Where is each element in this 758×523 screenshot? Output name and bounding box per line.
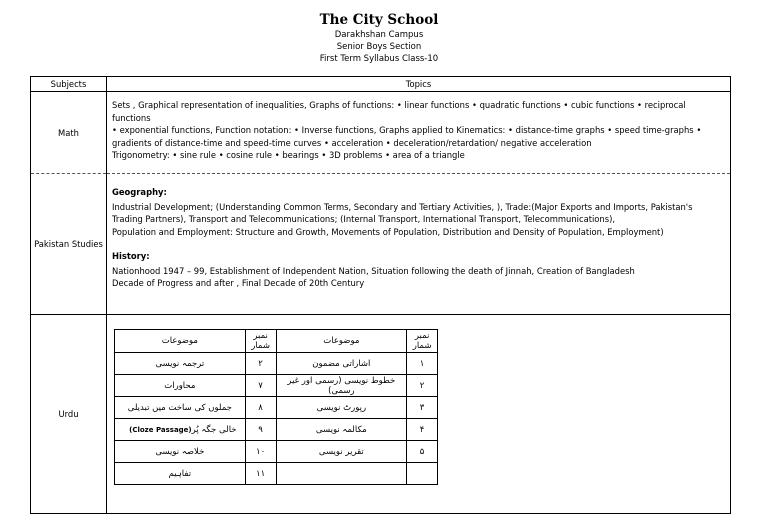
urdu-number: ۹ (245, 419, 276, 441)
urdu-row (115, 353, 438, 375)
urdu-topic: تفاہیم (115, 463, 246, 485)
urdu-header-topic-1: موضوعات (276, 330, 407, 353)
subject-pakistan-studies: Pakistan Studies (31, 174, 107, 315)
table-header-row (31, 77, 731, 92)
history-heading: History: (112, 251, 150, 261)
urdu-number: ۱ (407, 353, 438, 375)
urdu-topic: اشاراتی مضمون (276, 353, 407, 375)
syllabus-title: First Term Syllabus Class-10 (319, 54, 439, 64)
urdu-number (407, 463, 438, 485)
urdu-topic: تقریر نویسی (276, 441, 407, 463)
urdu-number: ۲ (407, 375, 438, 397)
urdu-number: ۱۱ (245, 463, 276, 485)
topics-math (107, 92, 731, 174)
urdu-row (115, 463, 438, 485)
urdu-row (115, 419, 438, 441)
urdu-number: ۱۰ (245, 441, 276, 463)
syllabus-table (30, 76, 731, 514)
campus-name: Darakhshan Campus (334, 30, 424, 40)
urdu-topic: ترجمہ نویسی (115, 353, 246, 375)
urdu-topic: رپورٹ نویسی (276, 397, 407, 419)
urdu-header-number-2: نمبر شمار (245, 330, 276, 353)
urdu-number: ۷ (245, 375, 276, 397)
topics-pakistan-studies (107, 174, 731, 315)
table-row-pakistan-studies (31, 174, 731, 315)
geography-heading: Geography: (112, 187, 167, 197)
math-topics-line-2: • exponential functions, Function notation: • Inverse functions, Graphs applied to Kinematics: • distance-time graphs • speed time-graphs • gradients of distance-time and speed-time curves • acceleration • deceleration/retardation/ negative acceleration (112, 125, 702, 148)
urdu-header-number-1: نمبر شمار (407, 330, 438, 353)
urdu-number: ۴ (407, 419, 438, 441)
topics-column-header: Topics (107, 77, 731, 92)
urdu-topics-table (114, 329, 438, 485)
urdu-number: ۵ (407, 441, 438, 463)
urdu-topic: مکالمہ نویسی (276, 419, 407, 441)
math-topics-line-1: Sets , Graphical representation of inequalities, Graphs of functions: • linear functions • quadratic functions • cubic functions • reciprocal functions (112, 100, 686, 123)
urdu-row (115, 375, 438, 397)
school-name: The City School (319, 12, 439, 28)
urdu-topic (276, 463, 407, 485)
math-topics-line-3: Trigonometry: • sine rule • cosine rule • bearings • 3D problems • area of a triangle (112, 150, 465, 160)
cloze-passage-label: (Cloze Passage) (129, 426, 192, 434)
history-line-1: Nationhood 1947 – 99, Establishment of Independent Nation, Situation following the death of Jinnah, Creation of Bangladesh (112, 265, 635, 276)
table-row-math (31, 92, 731, 174)
history-line-2: Decade of Progress and after , Final Decade of 20th Century (112, 278, 365, 288)
urdu-number: ۳ (407, 397, 438, 419)
urdu-row (115, 397, 438, 419)
urdu-header-topic-2: موضوعات (115, 330, 246, 353)
subjects-column-header: Subjects (31, 77, 107, 92)
urdu-number: ۸ (245, 397, 276, 419)
subject-math: Math (31, 92, 107, 174)
topics-urdu (107, 315, 731, 514)
table-row-urdu (31, 315, 731, 514)
geography-line-2: Population and Employment: Structure and Growth, Movements of Population, Distribution and Density of Population, Employment) (112, 226, 664, 237)
urdu-topic (115, 419, 246, 441)
subject-urdu: Urdu (31, 315, 107, 514)
urdu-row (115, 441, 438, 463)
urdu-topic-text: خالی جگہ پُر (191, 425, 237, 435)
urdu-topic: خلاصہ نویسی (115, 441, 246, 463)
urdu-topic: جملوں کی ساخت میں تبدیلی (115, 397, 246, 419)
section-name: Senior Boys Section (336, 42, 422, 52)
urdu-topic: محاورات (115, 375, 246, 397)
geography-line-1: Industrial Development; (Understanding Common Terms, Secondary and Tertiary Activities, ), Trade:(Major Exports and Imports, Pakistan's Trading Partners), Transport and Telecommunications; (Internal Transport, International Transport, Telecommunications), (112, 201, 693, 224)
document-header (0, 12, 758, 65)
urdu-header-row (115, 330, 438, 353)
urdu-number: ۲ (245, 353, 276, 375)
urdu-topic: خطوط نویسی (رسمی اور غیر رسمی) (276, 375, 407, 397)
